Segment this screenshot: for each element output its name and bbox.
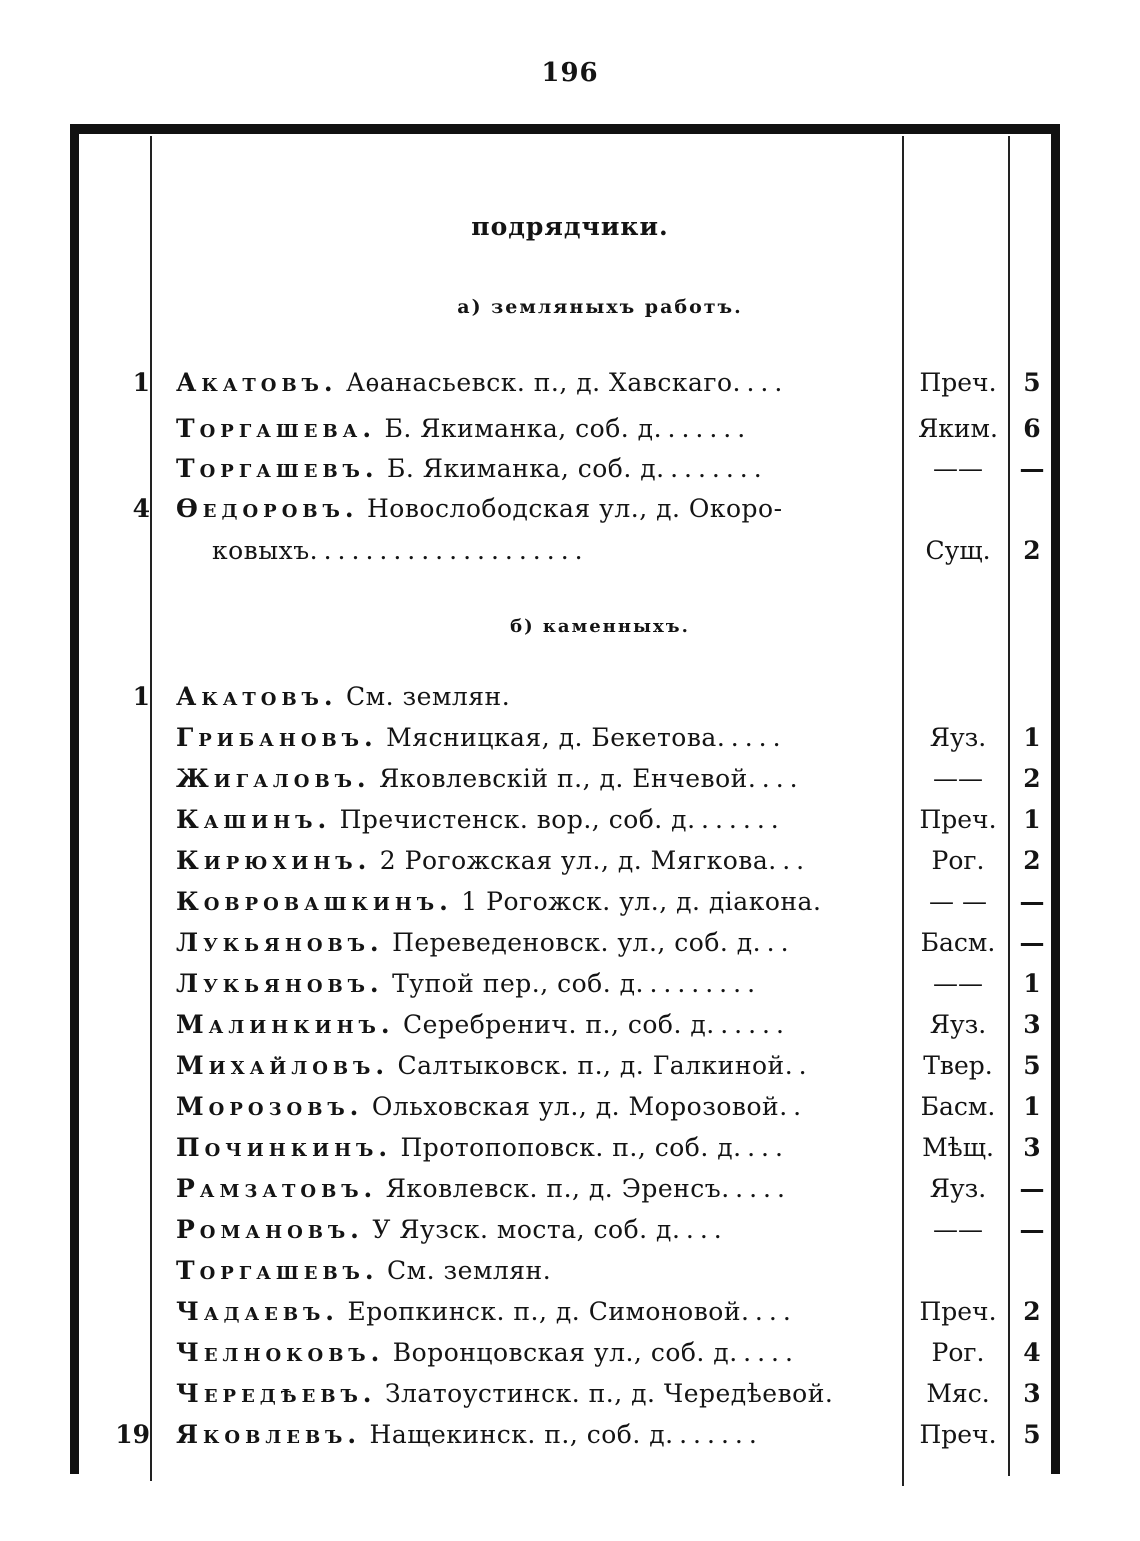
contractor-name: Жигаловъ. (176, 764, 371, 793)
entry-text (212, 536, 896, 565)
contractor-name: Романовъ. (176, 1215, 364, 1244)
count: 1 (1023, 723, 1041, 752)
count: 3 (1023, 1133, 1041, 1162)
contractor-name: Малинкинъ. (176, 1010, 395, 1039)
district: — — (929, 887, 987, 916)
entry-text (176, 1092, 896, 1121)
leader-dots: ... (768, 846, 811, 875)
list-item (0, 1092, 1140, 1130)
entry-text (176, 846, 896, 875)
entry-text (176, 1256, 896, 1285)
entry-text (176, 682, 896, 711)
list-item (0, 1051, 1140, 1089)
count: 1 (1023, 969, 1041, 998)
list-item (0, 805, 1140, 843)
entry-text (176, 1010, 896, 1039)
address: Воронцовская ул., соб. д (384, 1338, 730, 1367)
contractor-name: Торгашева. (176, 414, 377, 443)
entry-text (176, 1215, 896, 1244)
leader-dots: ......... (635, 969, 762, 998)
page-title: подрядчики. (471, 212, 669, 241)
list-item (0, 494, 1140, 532)
district: —— (933, 1215, 983, 1244)
count: 2 (1023, 1297, 1041, 1326)
district: Басм. (920, 928, 996, 957)
district: —— (933, 764, 983, 793)
count: 1 (1023, 1092, 1041, 1121)
list-item (0, 1133, 1140, 1171)
list-item (0, 1215, 1140, 1253)
district: Рог. (931, 1338, 985, 1367)
page-number: 196 (541, 58, 599, 88)
contractor-name: Лукьяновъ. (176, 969, 384, 998)
district: Сущ. (925, 536, 991, 565)
leader-dots: .... (671, 1215, 728, 1244)
leader-dots: . (812, 887, 827, 916)
address: У Яузск. моста, соб. д (363, 1215, 672, 1244)
address: См. землян. (378, 1256, 552, 1285)
count: 2 (1023, 536, 1041, 565)
address: Протопоповск. п., соб. д (392, 1133, 734, 1162)
entry-number: 1 (132, 682, 150, 711)
leader-dots: .. (784, 1051, 813, 1080)
list-item (0, 887, 1140, 925)
list-item (0, 368, 1140, 406)
address: Яковлевск. п., д. Эренсъ (377, 1174, 722, 1203)
section-heading-stoneworks: б) каменныхъ. (510, 616, 690, 637)
list-item (0, 1420, 1140, 1458)
address: 2 Рогожская ул., д. Мягкова (371, 846, 769, 875)
leader-dots: .... (740, 1297, 797, 1326)
entry-text (176, 1420, 896, 1449)
district: Преч. (919, 368, 997, 397)
count: — (1019, 1174, 1045, 1203)
entry-text (176, 805, 896, 834)
entry-number: 4 (132, 494, 150, 523)
entry-number: 1 (132, 368, 150, 397)
address: Яковлевскій п., д. Енчевой (370, 764, 748, 793)
contractor-name: Торгашевъ. (176, 454, 379, 483)
entry-text (176, 969, 896, 998)
district: Преч. (919, 805, 997, 834)
entry-text (176, 1174, 896, 1203)
entry-text (176, 1297, 896, 1326)
list-item (0, 846, 1140, 884)
contractor-name: Ковровашкинъ. (176, 887, 453, 916)
count: 5 (1023, 368, 1041, 397)
count: 1 (1023, 805, 1041, 834)
address: Салтыковск. п., д. Галкиной (389, 1051, 785, 1080)
section-heading-earthworks: а) земляныхъ работъ. (457, 296, 743, 318)
contractor-name: Рамзатовъ. (176, 1174, 378, 1203)
leader-dots: .... (747, 764, 804, 793)
list-item (0, 969, 1140, 1007)
contractor-name: Лукьяновъ. (176, 928, 384, 957)
contractor-name: Починкинъ. (176, 1133, 393, 1162)
district: Яуз. (929, 1174, 987, 1203)
address: Аѳанасьевск. п., д. Хавскаго (337, 368, 733, 397)
list-item (0, 928, 1140, 966)
district: Мѣщ. (922, 1133, 994, 1162)
leader-dots: ..... (716, 723, 787, 752)
address: Б. Якиманка, соб. д (376, 414, 654, 443)
count: 5 (1023, 1051, 1041, 1080)
list-item (0, 1174, 1140, 1212)
address: Пречистенск. вор., соб. д (331, 805, 688, 834)
entry-text (176, 1133, 896, 1162)
contractor-name: Ѳедоровъ. (176, 494, 359, 523)
list-item (0, 723, 1140, 761)
leader-dots: .................... (309, 536, 589, 565)
contractor-name: Грибановъ. (176, 723, 378, 752)
count: 3 (1023, 1379, 1041, 1408)
entry-text (176, 928, 896, 957)
district: Яуз. (929, 1010, 987, 1039)
list-item-continuation (0, 536, 1140, 574)
entry-text (176, 1379, 896, 1408)
contractor-name: Михайловъ. (176, 1051, 390, 1080)
district: —— (933, 454, 983, 483)
address: 1 Рогожск. ул., д. діакона (452, 887, 813, 916)
contractor-name: Чередѣевъ. (176, 1379, 377, 1408)
contractor-name: Морозовъ. (176, 1092, 364, 1121)
address: См. землян. (337, 682, 511, 711)
entry-text (176, 414, 896, 443)
address: Б. Якиманка, соб. д (378, 454, 657, 483)
address: Тупой пер., соб. д (383, 969, 636, 998)
count: 6 (1023, 414, 1041, 443)
list-item (0, 764, 1140, 802)
district: Яким. (918, 414, 998, 443)
list-item (0, 1010, 1140, 1048)
entry-text (176, 1051, 896, 1080)
list-item (0, 454, 1140, 492)
leader-dots: ........ (656, 454, 768, 483)
entry-text (176, 887, 896, 916)
entry-text (176, 723, 896, 752)
top-rule (70, 124, 1060, 134)
district: —— (933, 969, 983, 998)
leader-dots: .... (732, 368, 789, 397)
contractor-name: Челноковъ. (176, 1338, 385, 1367)
address: Ольховская ул., д. Морозовой (363, 1092, 780, 1121)
district: Мяс. (926, 1379, 990, 1408)
entry-text (176, 454, 896, 483)
district: Преч. (919, 1297, 997, 1326)
district: Преч. (919, 1420, 997, 1449)
entry-number: 19 (115, 1420, 150, 1449)
leader-dots: .. (779, 1092, 808, 1121)
contractor-name: Акатовъ. (176, 368, 338, 397)
address: Мясницкая, д. Бекетова (377, 723, 717, 752)
count: 4 (1023, 1338, 1041, 1367)
address: Златоустинск. п., д. Чередѣевой (376, 1379, 825, 1408)
leader-dots: ..... (729, 1338, 799, 1367)
address: Переведеновск. ул., соб. д (383, 928, 753, 957)
list-item (0, 414, 1140, 452)
entry-text (176, 368, 896, 397)
district: Рог. (931, 846, 985, 875)
leader-dots: ..... (721, 1174, 791, 1203)
leader-dots: ... (752, 928, 795, 957)
leader-dots: .... (733, 1133, 789, 1162)
contractor-name: Яковлевъ. (176, 1420, 362, 1449)
count: — (1019, 887, 1045, 916)
count: 5 (1023, 1420, 1041, 1449)
district: Твер. (923, 1051, 993, 1080)
contractor-name: Кашинъ. (176, 805, 332, 834)
address: Серебренич. п., соб. д (394, 1010, 707, 1039)
entry-text (176, 764, 896, 793)
count: — (1019, 1215, 1045, 1244)
contractor-name: Чадаевъ. (176, 1297, 340, 1326)
entry-text (176, 494, 896, 523)
address: ковыхъ (212, 536, 310, 565)
leader-dots: ....... (653, 414, 752, 443)
address: Нащекинск. п., соб. д (361, 1420, 666, 1449)
leader-dots: . (824, 1379, 839, 1408)
contractor-name: Кирюхинъ. (176, 846, 372, 875)
list-item (0, 1256, 1140, 1294)
list-item (0, 682, 1140, 720)
district: Басм. (920, 1092, 996, 1121)
leader-dots: ....... (665, 1420, 763, 1449)
list-item (0, 1297, 1140, 1335)
contractor-name: Торгашевъ. (176, 1256, 379, 1285)
district: Яуз. (929, 723, 987, 752)
count: 2 (1023, 764, 1041, 793)
count: 3 (1023, 1010, 1041, 1039)
leader-dots: ....... (687, 805, 785, 834)
address: Новослободская ул., д. Окоро- (358, 494, 783, 523)
list-item (0, 1379, 1140, 1417)
list-item (0, 1338, 1140, 1376)
contractor-name: Акатовъ. (176, 682, 338, 711)
count: — (1019, 454, 1045, 483)
count: 2 (1023, 846, 1041, 875)
count: — (1019, 928, 1045, 957)
address: Еропкинск. п., д. Симоновой (339, 1297, 741, 1326)
entry-text (176, 1338, 896, 1367)
leader-dots: ...... (706, 1010, 790, 1039)
